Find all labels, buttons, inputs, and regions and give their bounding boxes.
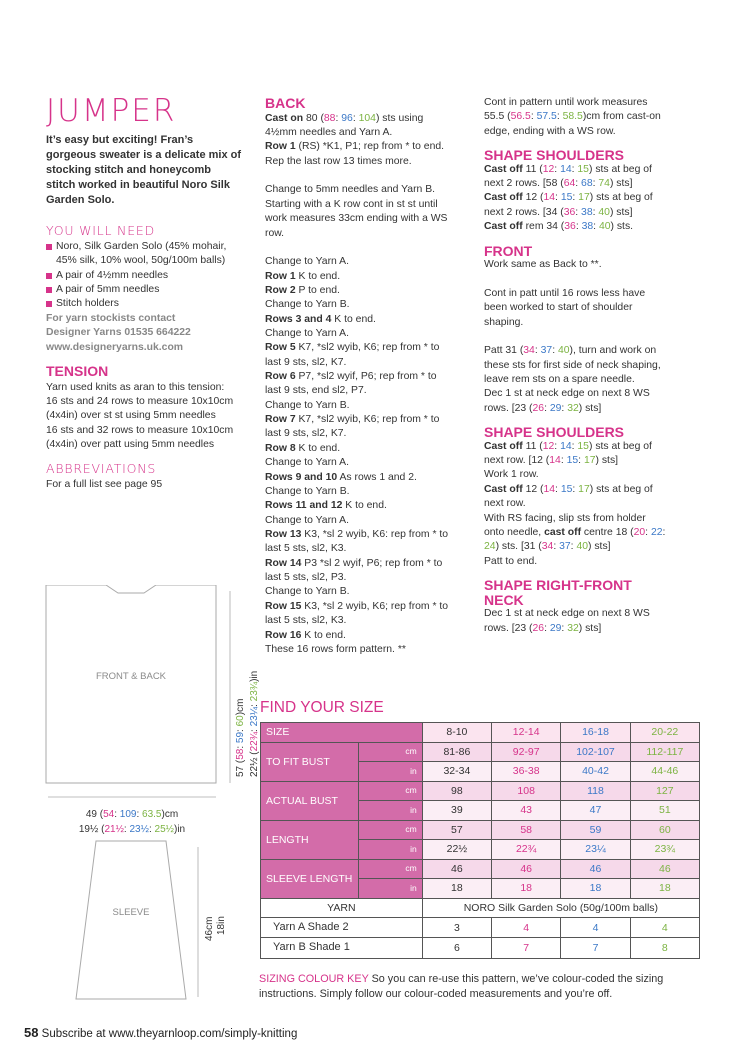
shape-neck-instructions: [484, 607, 700, 636]
size-value: 58.5: [562, 111, 583, 123]
table-row: [261, 859, 700, 878]
instruction-line: rows. [23 (26: 29: 32) sts]: [484, 622, 602, 634]
front-back-shape: [46, 585, 216, 783]
table-cell: 18: [561, 879, 630, 898]
instruction-line: Work same as Back to **.: [484, 259, 602, 271]
table-cell: 58: [492, 820, 561, 839]
colour-key-text-1: So you can re-use this pattern, we’ve colour-coded the sizing: [368, 973, 664, 985]
instruction-line: Row 14 P3 *sl 2 wyif, P6; rep from * to: [265, 557, 443, 569]
diagram-measure-part: 21½: [104, 824, 124, 835]
instruction-line: Row 13 K3, *sl 2 wyib, K6: rep from * to: [265, 528, 449, 540]
instruction-line: edge, ending with a WS row.: [484, 125, 616, 137]
diagram-measure-part: :: [249, 726, 260, 732]
diagram-measure-part: 59: [235, 731, 246, 744]
size-value: 64: [563, 178, 576, 190]
diagram-measure-part: 23½: [129, 824, 149, 835]
instruction-bold: Row 14: [265, 557, 302, 569]
tension-line: Yarn used knits as aran to this tension:: [46, 381, 225, 393]
instruction-line: Row 7 K7, *sl2 wyib, K6; rep from * to: [265, 414, 440, 426]
tension-text: [46, 381, 242, 453]
table-cell: 8: [630, 938, 699, 958]
instruction-line: next 2 rows. [58 (64: 68: 74) sts]: [484, 178, 633, 190]
table-row: [261, 898, 700, 917]
size-value: 17: [583, 455, 596, 467]
sleeve-cm-label: 46cm: [204, 916, 215, 941]
instruction-line: Change to 5mm needles and Yarn B.: [265, 184, 436, 196]
table-cell: 23¾: [630, 840, 699, 859]
table-cell: 59: [561, 820, 630, 839]
left-column: [46, 93, 242, 492]
instruction-bold: cast off: [544, 526, 582, 538]
instruction-line: These 16 rows form pattern. **: [265, 643, 406, 655]
instruction-line: shaping.: [484, 316, 524, 328]
instruction-line: Change to Yarn A.: [265, 327, 349, 339]
table-row: [261, 742, 700, 761]
size-value: 29: [549, 622, 562, 634]
size-value: 40: [598, 206, 610, 218]
size-value: 22: [650, 526, 663, 538]
table-cell: 51: [630, 801, 699, 820]
size-value: 14: [560, 163, 572, 175]
garment-diagram: [36, 585, 286, 1055]
diagram-measure-part: 22½ (: [249, 751, 260, 777]
size-value: 34: [541, 541, 554, 553]
diagram-measure-part: :: [123, 824, 130, 835]
size-value: 15: [577, 163, 589, 175]
table-cell: 60: [630, 820, 699, 839]
page-number: 58: [24, 1025, 39, 1040]
table-cell: 46: [630, 859, 699, 878]
table-cell: TO FIT BUST: [261, 742, 359, 781]
instruction-line: last 9 sts, sl2, K7.: [265, 356, 347, 368]
diagram-measure-part: 58: [235, 748, 246, 760]
subscribe-text[interactable]: Subscribe at www.theyarnloop.com/simply-knitting: [41, 1028, 298, 1040]
colour-key: [259, 972, 709, 1002]
instruction-bold: Cast off: [484, 483, 523, 495]
colour-key-text-2: instructions. Simply follow our colour-coded measurements and you’re off.: [259, 988, 613, 1001]
diagram-measure-part: 25½: [154, 824, 174, 835]
instruction-line: Cast off rem 34 (36: 38: 40) sts.: [484, 221, 634, 233]
instruction-line: [484, 273, 700, 287]
size-value: 20: [633, 526, 646, 538]
table-cell: 46: [492, 859, 561, 878]
instruction-bold: Row 6: [265, 371, 296, 383]
instruction-bold: Row 5: [265, 342, 296, 354]
length-cm-label: [235, 699, 246, 777]
size-value: 88: [323, 112, 336, 124]
instruction-line: last 9 sts, end sl2, P7.: [265, 385, 367, 397]
table-cell: cm: [359, 859, 423, 878]
size-value: 15: [566, 455, 579, 467]
table-row: [261, 820, 700, 839]
size-value: 104: [358, 112, 376, 124]
find-your-size-heading: FIND YOUR SIZE: [260, 699, 384, 716]
diagram-measure-part: 109: [119, 809, 137, 820]
table-cell: 4: [630, 918, 699, 938]
table-cell: SIZE: [261, 723, 423, 742]
tension-heading: TENSION: [46, 362, 109, 379]
instruction-line: last 5 sts, sl2, K3.: [265, 543, 347, 555]
continue-instructions: [484, 96, 700, 139]
size-value: 38: [581, 221, 594, 233]
table-cell: 98: [422, 781, 491, 800]
size-value: 24: [484, 541, 496, 553]
instruction-line: Change to Yarn A.: [265, 256, 349, 268]
stockist-line-1: For yarn stockists contact: [46, 312, 176, 324]
diagram-measure-part: )cm: [161, 809, 179, 820]
diagram-measure-part: 22¾: [249, 731, 260, 752]
instruction-line: row.: [265, 227, 285, 239]
size-value: 40: [557, 345, 570, 357]
table-cell: 20-22: [630, 723, 699, 742]
instruction-line: Change to Yarn A.: [265, 514, 349, 526]
size-value: 14: [543, 192, 556, 204]
instruction-line: Patt to end.: [484, 555, 538, 567]
instruction-line: Change to Yarn B.: [265, 399, 350, 411]
diagram-measure-part: :: [235, 743, 246, 749]
table-cell: in: [359, 840, 423, 859]
tension-line: (4x4in) over st st using 5mm needles: [46, 410, 216, 422]
instruction-bold: Cast on: [265, 112, 304, 124]
diagram-measure-part: )in: [249, 670, 260, 682]
diagram-measure-part: 49 (: [85, 809, 104, 820]
table-cell: 32-34: [422, 762, 491, 781]
instruction-line: Cast off 12 (14: 15: 17) sts at beg of: [484, 483, 653, 495]
instruction-line: Rows 3 and 4 K to end.: [265, 313, 376, 325]
tension-line: 16 sts and 32 rows to measure 10x10cm: [46, 424, 234, 436]
instruction-line: Row 1 K to end.: [265, 270, 341, 282]
instruction-line: rows. [23 (26: 29: 32) sts]: [484, 402, 602, 414]
diagram-measure-part: 19½ (: [78, 824, 105, 835]
instruction-line: leave rem sts on a spare needle.: [484, 374, 635, 385]
instruction-line: Starting with a K row cont in st st until: [265, 198, 438, 210]
instruction-bold: Rows 11 and 12: [265, 500, 343, 512]
table-cell: 43: [492, 801, 561, 820]
instruction-bold: Rows 3 and 4: [265, 313, 332, 325]
table-cell: 4: [492, 918, 561, 938]
table-cell: 92-97: [492, 742, 561, 761]
instruction-bold: Cast off: [484, 163, 523, 175]
instruction-line: been worked to start of shoulder: [484, 302, 633, 314]
size-value: 26: [532, 622, 545, 634]
instruction-line: Change to Yarn A.: [265, 457, 349, 469]
table-cell: SLEEVE LENGTH: [261, 859, 359, 898]
instruction-line: work measures 33cm ending with a WS: [265, 213, 448, 225]
table-cell: 47: [561, 801, 630, 820]
sleeve-label: SLEEVE: [112, 907, 150, 918]
instruction-bold: Cast off: [484, 221, 523, 233]
size-value: 15: [560, 192, 573, 204]
shape-neck-heading-line-1: SHAPE RIGHT-FRONT: [484, 577, 632, 593]
instruction-line: 24) sts. [31 (34: 37: 40) sts]: [484, 541, 611, 553]
size-table: [260, 722, 700, 958]
size-value: 32: [567, 402, 579, 414]
instruction-line: Row 5 K7, *sl2 wyib, K6; rep from * to: [265, 342, 440, 354]
instruction-bold: Row 7: [265, 414, 296, 426]
instruction-line: Row 8 K to end.: [265, 442, 341, 454]
size-value: 32: [567, 622, 579, 634]
instruction-bold: Row 1: [265, 270, 296, 282]
table-cell: 22½: [422, 840, 491, 859]
instruction-line: Rows 9 and 10 As rows 1 and 2.: [265, 471, 417, 483]
size-value: 17: [578, 192, 590, 204]
colour-key-title: SIZING COLOUR KEY: [259, 973, 369, 985]
instruction-line: Cast off 11 (12: 14: 15) sts at beg of: [484, 440, 652, 452]
diagram-measure-part: 23¾: [249, 681, 260, 702]
instruction-line: these sts for first side of neck shaping,: [484, 359, 661, 371]
table-cell: ACTUAL BUST: [261, 781, 359, 820]
size-value: 36: [564, 221, 576, 233]
instruction-line: Change to Yarn B.: [265, 586, 350, 598]
size-value: 74: [598, 178, 610, 190]
instruction-line: With RS facing, slip sts from holder: [484, 512, 646, 524]
size-value: 17: [578, 483, 590, 495]
table-cell: 23¼: [561, 840, 630, 859]
table-cell: Yarn A Shade 2: [261, 918, 423, 938]
table-row: [261, 918, 700, 938]
size-value: 14: [560, 440, 572, 452]
table-cell: 7: [492, 938, 561, 958]
instruction-line: Cont in pattern until work measures: [484, 97, 648, 108]
size-value: 40: [598, 221, 611, 233]
diagram-measure-part: 57 (: [235, 759, 246, 777]
materials-list: [46, 240, 242, 312]
instruction-line: Row 1 (RS) *K1, P1; rep from * to end.: [265, 141, 445, 153]
instruction-bold: Row 15: [265, 600, 302, 612]
table-cell: 16-18: [561, 723, 630, 742]
size-value: 96: [341, 112, 353, 124]
size-value: 40: [576, 541, 589, 553]
size-table-section: [260, 697, 700, 959]
table-cell: 46: [561, 859, 630, 878]
table-cell: in: [359, 879, 423, 898]
shape-shoulders-heading-1: SHAPE SHOULDERS: [484, 147, 625, 164]
back-heading: BACK: [265, 95, 306, 111]
intro-text: It’s easy but exciting! Fran’s gorgeous sweater is a delicate mix of stocking stitch and honeycomb stitch worked in beautiful Noro Silk Garden Solo.: [46, 134, 242, 206]
right-column: [484, 96, 700, 636]
instruction-line: Patt 31 (34: 37: 40), turn and work on: [484, 345, 657, 357]
instruction-line: Row 16 K to end.: [265, 629, 346, 641]
instruction-bold: Row 16: [265, 629, 302, 641]
instruction-bold: Rows 9 and 10: [265, 471, 338, 483]
table-cell: in: [359, 801, 423, 820]
instruction-line: Change to Yarn B.: [265, 299, 350, 311]
page-title: JUMPER: [46, 93, 177, 129]
size-value: 36: [563, 206, 576, 218]
front-instructions: [484, 258, 700, 416]
instruction-bold: Cast off: [484, 440, 523, 452]
back-column: [265, 96, 475, 657]
length-in-label: [248, 671, 260, 777]
instruction-line: Dec 1 st at neck edge on next 8 WS: [484, 608, 650, 620]
instruction-line: Dec 1 st at neck edge on next 8 WS: [484, 388, 650, 400]
table-cell: 44-46: [630, 762, 699, 781]
front-back-label: FRONT & BACK: [95, 671, 167, 682]
instruction-line: Row 2 P to end.: [265, 284, 340, 296]
shape-shoulders-instructions-1: [484, 163, 700, 235]
stockist-line-2: Designer Yarns 01535 664222: [46, 327, 191, 339]
shape-neck-heading: [484, 578, 700, 607]
instruction-line: Rows 11 and 12 K to end.: [265, 500, 387, 512]
size-value: 68: [581, 178, 593, 190]
instruction-line: Row 15 K3, *sl 2 wyib, K6; rep from * to: [265, 600, 449, 612]
instruction-line: Cont in patt until 16 rows less have: [484, 287, 646, 299]
table-cell: cm: [359, 742, 423, 761]
table-cell: 118: [561, 781, 630, 800]
table-cell: 36-38: [492, 762, 561, 781]
table-row: [261, 938, 700, 958]
instruction-line: Rep the last row 13 times more.: [265, 155, 412, 167]
instruction-bold: Row 1: [265, 141, 296, 153]
table-cell: cm: [359, 820, 423, 839]
table-cell: NORO Silk Garden Solo (50g/100m balls): [422, 898, 699, 917]
size-value: 15: [577, 440, 589, 452]
instruction-bold: Row 8: [265, 442, 296, 454]
shape-shoulders-heading-2: SHAPE SHOULDERS: [484, 424, 625, 441]
table-cell: 8-10: [422, 723, 491, 742]
table-cell: 3: [422, 918, 491, 938]
instruction-line: [265, 241, 475, 255]
table-cell: 4: [561, 918, 630, 938]
stockist-website[interactable]: www.designeryarns.uk.com: [46, 341, 184, 353]
diagram-measure-part: 23¼: [249, 706, 260, 727]
diagram-measure-part: 63.5: [142, 809, 162, 820]
table-cell: 12-14: [492, 723, 561, 742]
table-header-row: [261, 723, 700, 742]
table-cell: 39: [422, 801, 491, 820]
front-heading: FRONT: [484, 242, 533, 259]
table-cell: 18: [630, 879, 699, 898]
back-instructions: [265, 112, 475, 658]
size-value: 56.5: [510, 111, 531, 123]
instruction-line: [484, 330, 700, 344]
table-cell: 81-86: [422, 742, 491, 761]
table-row: [261, 781, 700, 800]
diagram-measure-part: )cm: [235, 698, 246, 716]
table-cell: YARN: [261, 898, 423, 917]
table-cell: 18: [492, 879, 561, 898]
you-will-need-heading: YOU WILL NEED: [46, 222, 156, 238]
table-cell: LENGTH: [261, 820, 359, 859]
table-cell: 127: [630, 781, 699, 800]
size-value: 14: [549, 455, 561, 467]
list-item: A pair of 5mm needles: [46, 283, 242, 297]
instruction-bold: Row 2: [265, 284, 296, 296]
table-cell: 18: [422, 879, 491, 898]
diagram-measure-part: :: [136, 809, 143, 820]
tension-line: 16 sts and 24 rows to measure 10x10cm: [46, 395, 234, 407]
instruction-line: next 2 rows. [34 (36: 38: 40) sts]: [484, 206, 633, 218]
diagram-measure-part: :: [235, 726, 246, 732]
diagram-measure-part: )in: [173, 824, 186, 835]
size-value: 34: [523, 345, 535, 357]
table-cell: 112-117: [630, 742, 699, 761]
instruction-line: Cast off 12 (14: 15: 17) sts at beg of: [484, 192, 653, 204]
table-cell: 46: [422, 859, 491, 878]
size-value: 14: [543, 483, 556, 495]
table-cell: in: [359, 762, 423, 781]
instruction-line: next row.: [484, 498, 526, 510]
instruction-line: 4½mm needles and Yarn A.: [265, 127, 393, 139]
instruction-line: Cast on 80 (88: 96: 104) sts using: [265, 112, 424, 124]
instruction-line: Change to Yarn B.: [265, 485, 350, 497]
size-value: 15: [560, 483, 573, 495]
diagram-measure-part: :: [249, 701, 260, 707]
abbreviations-text: For a full list see page 95: [46, 478, 163, 490]
width-in-label: [79, 824, 185, 835]
sleeve-in-label: 18in: [216, 916, 227, 935]
sleeve-shape: [76, 841, 186, 999]
size-value: 12: [542, 163, 555, 175]
instruction-line: onto needle, cast off centre 18 (20: 22:: [484, 526, 666, 538]
instruction-line: last 5 sts, sl2, P3.: [265, 572, 347, 584]
size-value: 26: [532, 402, 545, 414]
diagram-measure-part: :: [148, 824, 155, 835]
table-cell: 7: [561, 938, 630, 958]
page-footer: [24, 1024, 297, 1043]
width-cm-label: [86, 809, 178, 820]
instruction-line: last 5 sts, sl2, K3.: [265, 615, 347, 627]
instruction-line: Row 6 P7, *sl2 wyif, P6; rep from * to: [265, 371, 437, 383]
instruction-line: Work 1 row.: [484, 469, 539, 481]
instruction-line: next row. [12 (14: 15: 17) sts]: [484, 455, 619, 467]
shape-shoulders-instructions-2: [484, 440, 700, 569]
diagram-measure-part: :: [114, 809, 120, 820]
instruction-line: [265, 169, 475, 183]
abbreviations-heading: ABBREVIATIONS: [46, 461, 157, 477]
table-cell: 22¾: [492, 840, 561, 859]
size-value: 29: [549, 402, 562, 414]
tension-line: (4x4in) over patt using 5mm needles: [46, 439, 215, 451]
list-item: Stitch holders: [46, 297, 242, 311]
diagram-measure-part: 60: [235, 715, 246, 727]
list-item: A pair of 4½mm needles: [46, 269, 242, 283]
table-cell: 102-107: [561, 742, 630, 761]
size-value: 38: [581, 206, 593, 218]
diagram-measure-part: 54: [103, 809, 115, 820]
size-value: 37: [559, 541, 571, 553]
instruction-line: last 9 sts, sl2, K7.: [265, 428, 347, 440]
list-item: Noro, Silk Garden Solo (45% mohair, 45% silk, 10% wool, 50g/100m balls): [46, 240, 242, 269]
size-value: 12: [542, 440, 555, 452]
size-value: 57.5: [536, 111, 557, 123]
table-cell: 108: [492, 781, 561, 800]
table-cell: 57: [422, 820, 491, 839]
instruction-line: Cast off 11 (12: 14: 15) sts at beg of: [484, 163, 652, 175]
table-cell: 40-42: [561, 762, 630, 781]
instruction-bold: Row 13: [265, 528, 302, 540]
size-value: 37: [540, 345, 553, 357]
instruction-line: 55.5 (56.5: 57.5: 58.5)cm from cast-on: [484, 111, 661, 123]
table-cell: Yarn B Shade 1: [261, 938, 423, 958]
shape-neck-heading-line-2: NECK: [484, 591, 524, 608]
instruction-bold: Cast off: [484, 192, 523, 204]
table-cell: 6: [422, 938, 491, 958]
table-cell: cm: [359, 781, 423, 800]
